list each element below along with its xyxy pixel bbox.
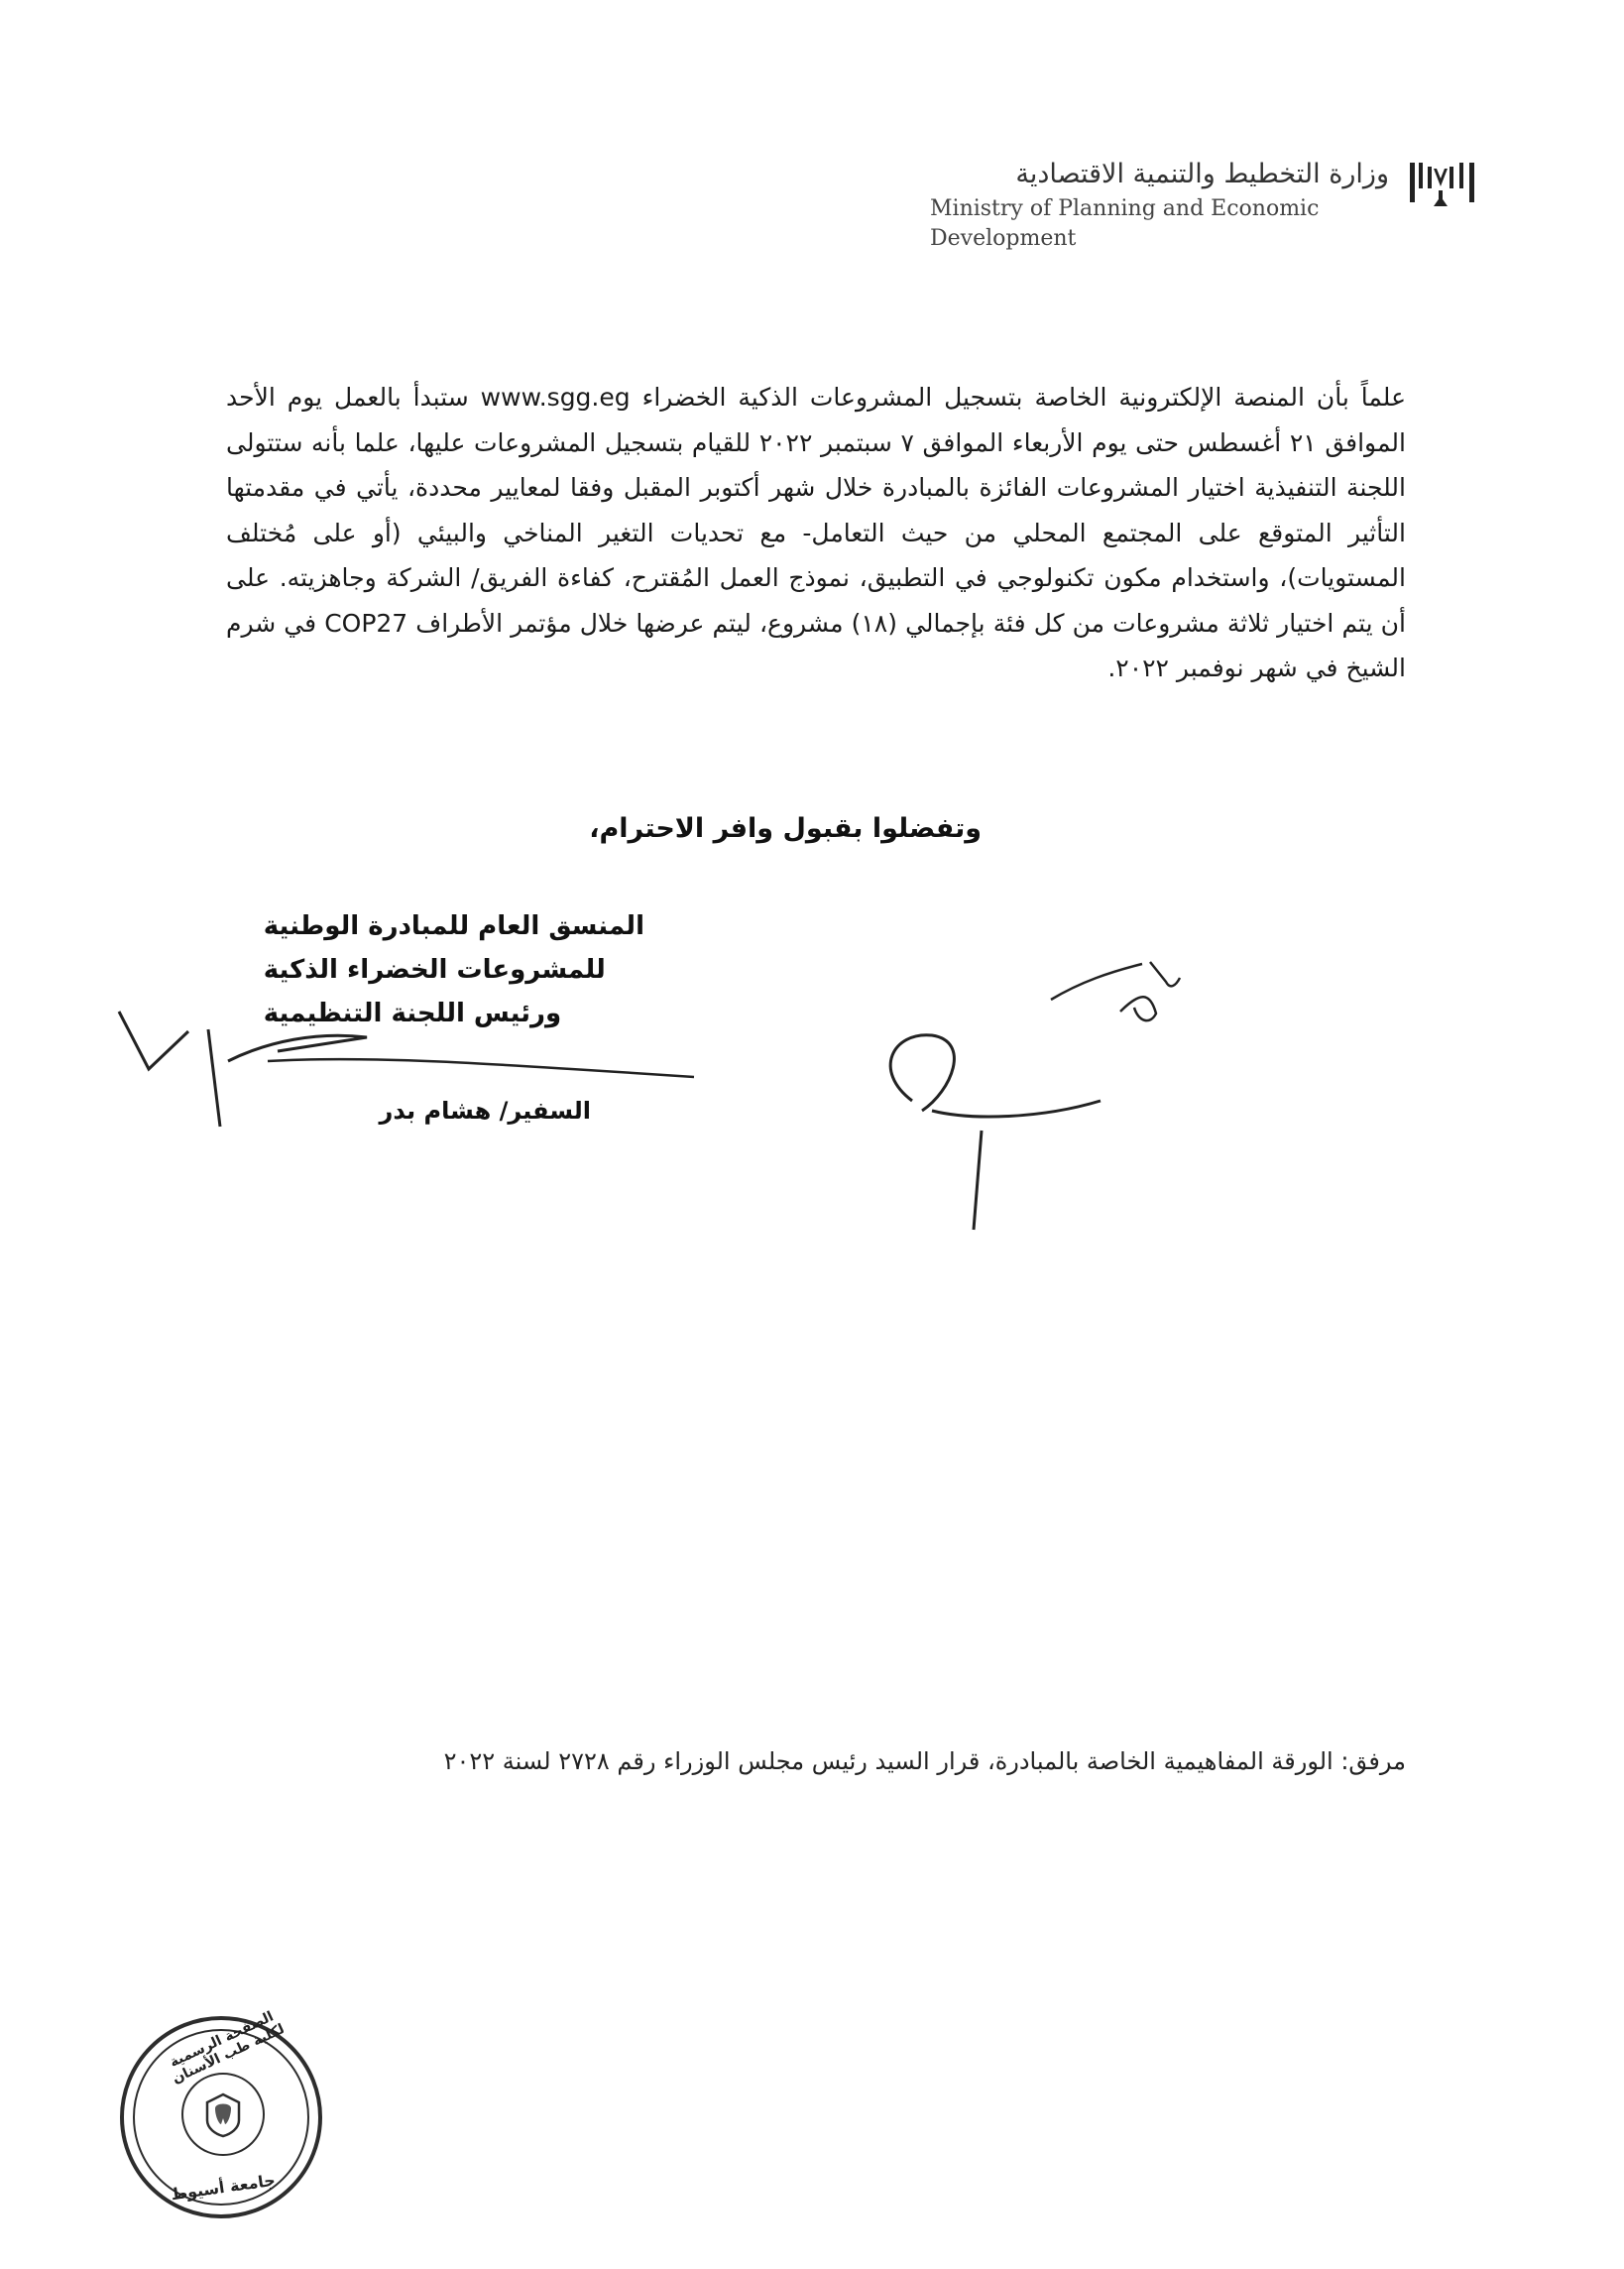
signatory-title-line: المنسق العام للمبادرة الوطنية (263, 911, 644, 941)
stamp-top-text: الصفحة الرسمية لكلية طب الأسنان (167, 2008, 288, 2088)
signatory-title-line: للمشروعات الخضراء الذكية (263, 955, 606, 985)
letter-body-paragraph: علماً بأن المنصة الإلكترونية الخاصة بتسجيل المشروعات الذكية الخضراء www.sgg.eg ستبدأ بالعمل يوم الأحد الموافق ٢١ أغسطس حتى يوم الأربعاء الموافق ٧ سبتمبر ٢٠٢٢ للقيام بتسجيل المشروعات عليها، علما بأنه ستتولى اللجنة التنفيذية اختيار المشروعات الفائزة بالمبادرة خلال شهر أكتوبر المقبل وفقا لمعايير محددة، يأتي في مقدمتها التأثير المتوقع على المجتمع المحلي من حيث التعامل- مع تحديات التغير المناخي والبيئي (أو على مُختلف المستويات)، واستخدام مكون تكنولوجي في التطبيق، نموذج العمل المُقترح، كفاءة الفريق/ الشركة وجاهزيته. على أن يتم اختيار ثلاثة مشروعات من كل فئة بإجمالي (١٨) مشروع، ليتم عرضها خلال مؤتمر الأطراف COP27 في شرم الشيخ في شهر نوفمبر ٢٠٢٢. (226, 383, 1406, 682)
stamp-bottom-text: جامعة أسيوط (170, 2170, 277, 2205)
ministry-name-english: Ministry of Planning and Economic Development (930, 196, 1320, 251)
signatory-title-line: ورئيس اللجنة التنظيمية (263, 999, 562, 1028)
closing-salutation: وتفضلوا بقبول وافر الاحترام، (589, 813, 982, 844)
university-stamp (117, 2008, 325, 2221)
handwritten-annotation (853, 952, 1190, 1250)
letterhead (928, 149, 1483, 258)
faculty-emblem-icon (181, 2073, 265, 2156)
ministry-name-arabic: وزارة التخطيط والتنمية الاقتصادية (1015, 159, 1389, 189)
ministry-logo-icon (1404, 157, 1483, 228)
signatory-name: السفير/ هشام بدر (379, 1097, 591, 1125)
attachments-note: مرفق: الورقة المفاهيمية الخاصة بالمبادرة، قرار السيد رئيس مجلس الوزراء رقم ٢٧٢٨ لسنة ٢٠٢٢ (443, 1747, 1406, 1775)
